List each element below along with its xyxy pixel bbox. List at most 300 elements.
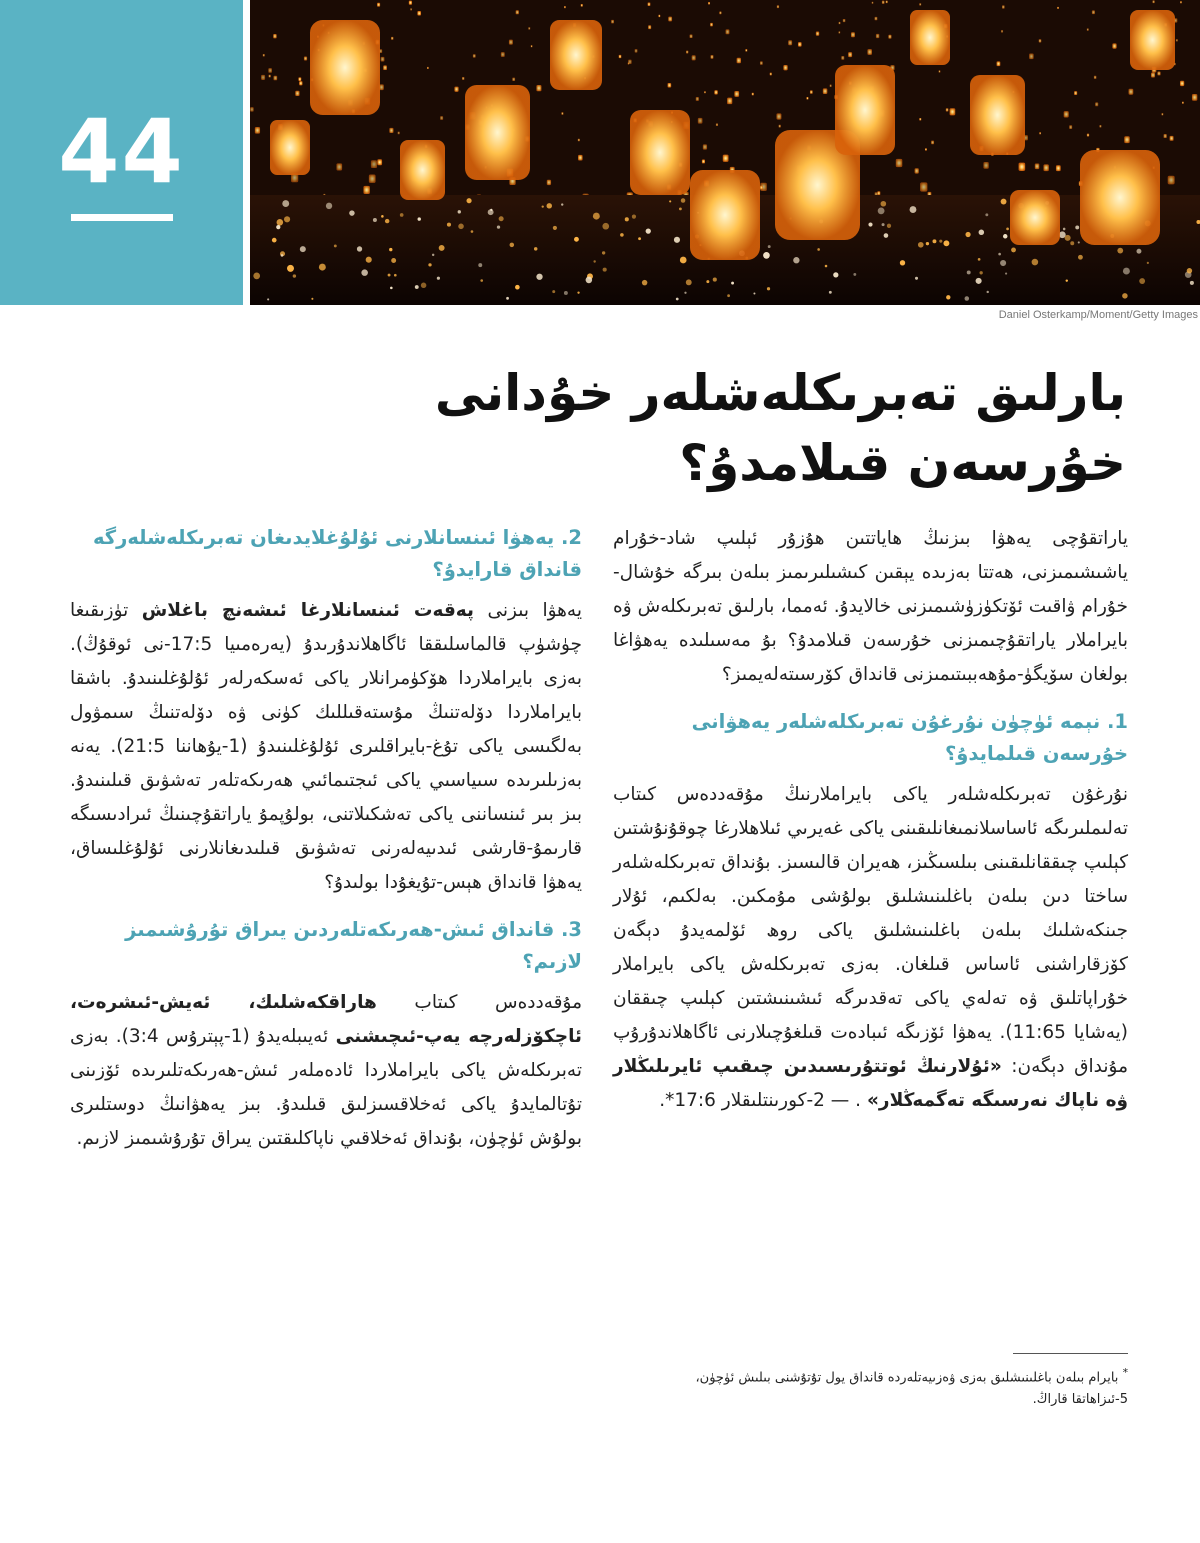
crowd-light — [939, 240, 942, 243]
sky-lanterns-photo — [250, 0, 1200, 305]
crowd-light — [965, 232, 970, 237]
distant-lantern — [696, 97, 699, 101]
distant-lantern — [1001, 30, 1003, 33]
foreground-lantern — [835, 65, 895, 155]
distant-lantern — [635, 49, 638, 52]
crowd-light — [458, 224, 464, 230]
crowd-light — [272, 238, 277, 243]
crowd-light — [564, 291, 568, 295]
foreground-lantern — [465, 85, 530, 180]
crowd-light — [361, 269, 368, 276]
crowd-light — [506, 297, 509, 300]
question-3-heading: 3. قانداق ئىش-ھەرىكەتلەردىن يىراق تۇرۇشىمىز لازىم؟ — [125, 918, 582, 973]
crowd-light — [793, 257, 799, 263]
crowd-light — [674, 237, 680, 243]
crowd-light — [767, 287, 770, 290]
distant-lantern — [440, 116, 443, 120]
answer-3-text: ئەيىبلەيدۇ (1-پېترۇس 3:4). بەزى تەبرىكلەش ياكى بايراملاردا ئادەملەر ئىش-ھەرىكەتلىرىدە ئۆزىنى تۇتالمايدۇ ياكى ئەخلاقسىزلىق قىلىدۇ. بىز يەھۋانىڭ دوستلىرى بولۇش ئۈچۈن، بۇنداق ئەخلاقىي ناپاكلىقتىن يىراق تۇرۇشىمىز لازىم. — [70, 1026, 582, 1149]
crowd-light — [1123, 268, 1130, 275]
crowd-light — [620, 233, 624, 237]
crowd-light — [602, 251, 605, 254]
distant-lantern — [783, 65, 787, 70]
distant-lantern — [561, 112, 563, 114]
distant-lantern — [377, 3, 380, 7]
crowd-light — [373, 218, 377, 222]
crowd-light — [471, 230, 474, 233]
crowd-light — [311, 298, 313, 300]
distant-lantern — [295, 91, 299, 96]
crowd-light — [768, 245, 771, 248]
distant-lantern — [719, 11, 721, 14]
crowd-light — [421, 283, 427, 289]
answer-2-text: تۈزىقىغا چۈشۈپ قالماسلىققا ئاگاھلاندۇرىدۇ (يەرەمىيا 17:5-نى ئوقۇڭ). بەزى بايراملاردا ھۆكۈمرانلار ياكى ئەسكەرلەر ئۇلۇغلىنىدۇ. باشقا بايراملاردا دۆلەتنىڭ مۇستەقىللىك كۈنى ۋە دۆلەتنىڭ سىمۋول بەلگىسى ياكى تۇغ-بايراقلىرى ئۇلۇغلىنىدۇ (1-يۇھاننا 21:5). يەنە بەزىلىرىدە سىياسىي ياكى ئىجتىمائىي ھەرىكەتلەر تەشۋىق قىلىنىدۇ. بىز بىر ئىنساننى ياكى تەشكىلاتنى، بولۇپمۇ ياراتقۇچىنىڭ ئىرادىسىگە قارىمۇ-قارشى ئىدىيەلەرنى تەشۋىق قىلىدىغانلارنى ئۇلۇغلىساق، يەھۋا قانداق ھېس-تۇيغۇدا بولىدۇ؟ — [70, 600, 582, 893]
crowd-light — [593, 213, 600, 220]
distant-lantern — [839, 22, 841, 24]
distant-lantern — [250, 107, 254, 111]
distant-lantern — [931, 141, 934, 145]
distant-lantern — [886, 1, 888, 3]
crowd-light — [684, 292, 686, 294]
distant-lantern — [872, 2, 874, 4]
distant-lantern — [788, 40, 792, 45]
crowd-light — [979, 230, 985, 236]
right-column — [613, 522, 1128, 1132]
crowd-light — [388, 274, 391, 277]
distant-lantern — [528, 27, 530, 29]
distant-lantern — [391, 37, 393, 40]
distant-lantern — [760, 186, 763, 190]
crowd-light — [915, 277, 918, 280]
intro-paragraph: ياراتقۇچى يەھۋا بىزنىڭ ھاياتتىن ھۇزۇر ئېلىپ شاد-خۇرام ياشىشىمىزنى، ھەتتا بەزىدە يېقىن كىشىلىرىمىز بىلەن بىرگە خۇشال-خۇرام ۋاقىت ئۆتكۈزۈشىمىزنى خالايدۇ. ئەمما، بارلىق تەبرىكلەش ۋە بايراملار ياراتقۇچىمىزنى خۇرسەن قىلامدۇ؟ بۇ مەسىلىدە يەھۋاغا بولغان سۆيگۈ-مۇھەببىتىمىزنى قانداق كۆرسىتەلەيمىز؟ — [613, 528, 1128, 685]
crowd-light — [731, 282, 734, 285]
crowd-light — [910, 206, 917, 213]
distant-lantern — [255, 127, 260, 134]
distant-lantern — [925, 148, 927, 150]
crowd-light — [428, 263, 431, 266]
crowd-light — [281, 254, 284, 257]
distant-lantern — [371, 160, 377, 168]
distant-lantern — [1056, 165, 1061, 171]
crowd-light — [1003, 234, 1007, 238]
distant-lantern — [536, 85, 541, 91]
distant-lantern — [516, 10, 519, 14]
answer-1-quote: «ئۇلارنىڭ ئوتتۇرىسىدىن چىقىپ ئايرىلىڭلار ۋە ناپاك نەرسىگە تەگمەڭلار» — [613, 1056, 1128, 1111]
distant-lantern — [726, 29, 730, 34]
distant-lantern — [1094, 76, 1096, 79]
crowd-light — [1006, 227, 1009, 230]
distant-lantern — [1057, 7, 1059, 9]
crowd-light — [681, 198, 686, 203]
crowd-light — [536, 274, 542, 280]
distant-lantern — [1152, 0, 1154, 3]
distant-lantern — [454, 87, 458, 92]
crowd-light — [458, 210, 461, 213]
crowd-light — [300, 246, 306, 252]
distant-lantern — [823, 88, 828, 94]
crowd-light — [943, 240, 949, 246]
distant-lantern — [877, 191, 880, 195]
crowd-light — [478, 263, 482, 267]
crowd-light — [326, 203, 332, 209]
distant-lantern — [946, 108, 949, 111]
answer-2-lead: يەھۋا بىزنى — [487, 600, 582, 621]
crowd-light — [868, 223, 872, 227]
crowd-light — [276, 225, 280, 229]
crowd-light — [825, 265, 828, 268]
crowd-light — [638, 237, 641, 240]
crowd-light — [534, 247, 537, 250]
title-line-1: بارلىق تەبرىكلەشلەر خۇدانى — [434, 364, 1126, 422]
crowd-light — [389, 248, 392, 251]
distant-lantern — [389, 128, 393, 133]
distant-lantern — [714, 90, 717, 94]
crowd-light — [515, 285, 520, 290]
crowd-light — [574, 237, 579, 242]
foreground-lantern — [690, 170, 760, 260]
crowd-light — [632, 215, 636, 219]
crowd-light — [1063, 228, 1066, 231]
crowd-light — [394, 274, 397, 277]
distant-lantern — [1019, 163, 1026, 171]
crowd-light — [979, 271, 982, 274]
crowd-light — [391, 258, 396, 263]
distant-lantern — [760, 61, 763, 64]
distant-lantern — [531, 45, 533, 47]
distant-lantern — [269, 75, 271, 78]
crowd-light — [985, 213, 988, 216]
crowd-light — [1011, 248, 1016, 253]
distant-lantern — [336, 163, 342, 170]
distant-lantern — [896, 159, 903, 167]
distant-lantern — [851, 32, 855, 37]
crowd-light — [586, 277, 593, 284]
crowd-light — [385, 219, 389, 223]
distant-lantern — [1182, 102, 1184, 104]
distant-lantern — [462, 77, 464, 80]
crowd-light — [547, 203, 552, 208]
distant-lantern — [848, 52, 852, 57]
distant-lantern — [427, 67, 429, 69]
answer-3-lead: مۇقەددەس كىتاب — [414, 992, 582, 1013]
answer-1-reference: . — 2-كورىنتلىقلار 17:6*. — [659, 1090, 862, 1111]
crowd-light — [646, 228, 651, 233]
distant-lantern — [779, 125, 781, 128]
distant-lantern — [668, 83, 672, 88]
distant-lantern — [839, 31, 841, 33]
distant-lantern — [710, 23, 713, 26]
distant-lantern — [888, 35, 891, 39]
distant-lantern — [882, 1, 885, 4]
distant-lantern — [377, 159, 382, 165]
distant-lantern — [628, 60, 632, 64]
distant-lantern — [734, 91, 739, 97]
crowd-light — [1066, 279, 1068, 281]
crowd-light — [439, 245, 445, 251]
distant-lantern — [920, 182, 927, 191]
distant-lantern — [1170, 136, 1174, 141]
distant-lantern — [716, 123, 718, 126]
distant-lantern — [698, 118, 703, 124]
crowd-light — [1001, 199, 1007, 205]
question-2-heading: 2. يەھۋا ئىنسانلارنى ئۇلۇغلايدىغان تەبرىكلەشلەرگە قانداق قارايدۇ؟ — [92, 526, 582, 581]
crowd-light — [853, 273, 856, 276]
distant-lantern — [806, 97, 808, 99]
foreground-lantern — [310, 20, 380, 115]
distant-lantern — [1035, 163, 1039, 169]
crowd-light — [603, 268, 607, 272]
crowd-light — [642, 280, 647, 285]
distant-lantern — [473, 54, 476, 57]
distant-lantern — [1124, 136, 1129, 143]
distant-lantern — [578, 139, 580, 142]
crowd-light — [727, 294, 730, 297]
chapter-number-box — [0, 0, 243, 305]
crowd-light — [447, 223, 451, 227]
distant-lantern — [1168, 176, 1175, 185]
distant-lantern — [369, 175, 376, 183]
crowd-light — [878, 207, 885, 214]
left-column — [70, 522, 582, 1170]
foreground-lantern — [630, 110, 690, 195]
distant-lantern — [1074, 91, 1077, 95]
footnote-line-2: 5-ئىزاھاتقا قاراڭ. — [1032, 1392, 1128, 1408]
distant-lantern — [1043, 164, 1048, 171]
crowd-light — [1136, 249, 1141, 254]
crowd-light — [1147, 262, 1149, 264]
crowd-light — [497, 225, 500, 228]
question-1-heading: 1. نېمە ئۈچۈن نۇرغۇن تەبرىكلەشلەر يەھۋانى خۇرسەن قىلمايدۇ؟ — [691, 710, 1128, 765]
distant-lantern — [1099, 125, 1101, 127]
distant-lantern — [875, 17, 878, 20]
distant-lantern — [363, 186, 369, 194]
answer-3-emphasis: ھاراقكەشلىك، ئەيش-ئىشرەت، ئاچكۆزلەرچە يەپ-ئىچىشنى — [70, 992, 582, 1047]
distant-lantern — [501, 52, 505, 57]
crowd-light — [437, 277, 440, 280]
distant-lantern — [1064, 111, 1069, 117]
footnote-line-1 — [613, 1362, 1128, 1389]
crowd-light — [918, 242, 924, 248]
crowd-light — [1117, 248, 1123, 254]
distant-lantern — [1192, 94, 1197, 101]
distant-lantern — [581, 4, 583, 7]
crowd-light — [884, 233, 889, 238]
crowd-light — [284, 216, 290, 222]
crowd-light — [400, 213, 404, 217]
distant-lantern — [509, 40, 513, 45]
crowd-light — [887, 224, 891, 228]
crowd-light — [713, 278, 717, 282]
foreground-lantern — [970, 75, 1025, 155]
distant-lantern — [261, 75, 265, 80]
foreground-lantern — [910, 10, 950, 65]
crowd-light — [366, 257, 372, 263]
answer-1-text: نۇرغۇن تەبرىكلەشلەر ياكى بايراملارنىڭ مۇقەددەس كىتاب تەلىملىرىگە ئاساسلانمىغانلىقىنى ياكى غەيرىي ئىلاھلارغا چوقۇنۇشتىن كېلىپ چىققانلىقىنى بىلسىڭىز، ھەيران قالىسىز. بۇنداق تەبرىكلەشلەر ساختا دىن بىلەن باغلىنىشلىق بولۇشى مۇمكىن. بەلكىم، ئۇلار جىنكەشلىك بىلەن باغلىنىشلىق ياكى روھ ئۆلمەيدۇ دېگەن كۆزقاراشنى ئاساس قىلغان. بەزى تەبرىكلەش ياكى بايراملار خۇراپاتلىق ۋە تەلەي ياكى تەقدىرگە ئىشىنىشتىن كېلىپ چىققان (يەشايا 11:65). يەھۋا ئۆزىگە ئىبادەت قىلغۇچىلارنى ئاگاھلاندۇرۇپ مۇنداق دېگەن: — [613, 784, 1128, 1077]
crowd-light — [881, 201, 887, 207]
distant-lantern — [564, 6, 566, 8]
crowd-light — [432, 254, 434, 256]
distant-lantern — [299, 81, 302, 85]
foreground-lantern — [1010, 190, 1060, 245]
crowd-light — [349, 210, 354, 215]
crowd-light — [998, 253, 1001, 256]
crowd-light — [926, 242, 929, 245]
crowd-light — [1078, 255, 1083, 260]
distant-lantern — [263, 54, 265, 56]
crowd-light — [946, 295, 950, 299]
crowd-light — [553, 226, 557, 230]
distant-lantern — [777, 5, 779, 8]
distant-lantern — [816, 32, 819, 36]
distant-lantern — [1112, 43, 1116, 48]
crowd-light — [1190, 281, 1194, 285]
crowd-light — [602, 223, 609, 230]
distant-lantern — [1092, 10, 1095, 14]
distant-lantern — [1180, 81, 1184, 86]
distant-lantern — [686, 51, 688, 54]
chapter-number-underline — [71, 214, 173, 221]
distant-lantern — [876, 34, 879, 38]
distant-lantern — [409, 1, 412, 5]
crowd-light — [1078, 241, 1080, 243]
crowd-light — [817, 248, 820, 251]
answer-3-paragraph — [70, 986, 582, 1156]
distant-lantern — [776, 113, 781, 119]
distant-lantern — [619, 55, 622, 58]
distant-lantern — [752, 93, 754, 96]
crowd-light — [466, 198, 471, 203]
crowd-light — [763, 252, 770, 259]
distant-lantern — [648, 3, 651, 6]
page-title — [226, 358, 1126, 498]
distant-lantern — [1176, 39, 1178, 41]
crowd-light — [415, 285, 419, 289]
crowd-light — [900, 260, 905, 265]
crowd-light — [390, 287, 393, 290]
distant-lantern — [611, 20, 614, 24]
foreground-lantern — [1080, 150, 1160, 245]
crowd-light — [1005, 272, 1007, 274]
distant-lantern — [304, 56, 307, 60]
distant-lantern — [1087, 134, 1089, 137]
distant-lantern — [702, 160, 705, 164]
distant-lantern — [512, 78, 515, 81]
crowd-light — [334, 244, 337, 247]
distant-lantern — [919, 118, 921, 121]
distant-lantern — [727, 98, 732, 104]
crowd-light — [833, 272, 838, 277]
crowd-light — [488, 209, 494, 215]
crowd-light — [706, 280, 709, 283]
answer-1-paragraph — [613, 778, 1128, 1118]
answer-2-paragraph — [70, 594, 582, 900]
distant-lantern — [1002, 5, 1005, 8]
distant-lantern — [383, 65, 387, 70]
distant-lantern — [704, 91, 706, 93]
crowd-light — [753, 293, 755, 295]
crowd-light — [357, 246, 362, 251]
distant-lantern — [690, 34, 693, 38]
crowd-light — [967, 270, 971, 274]
distant-lantern — [939, 70, 941, 72]
distant-lantern — [843, 19, 846, 22]
crowd-light — [1070, 241, 1074, 245]
distant-lantern — [1164, 134, 1167, 138]
crowd-light — [987, 291, 989, 293]
distant-lantern — [708, 2, 710, 4]
crowd-light — [381, 215, 384, 218]
distant-lantern — [1129, 89, 1134, 95]
crowd-light — [1139, 278, 1145, 284]
foreground-lantern — [550, 20, 602, 90]
crowd-light — [625, 217, 629, 221]
distant-lantern — [1069, 125, 1072, 129]
crowd-light — [277, 219, 284, 226]
crowd-light — [1032, 259, 1039, 266]
distant-lantern — [268, 68, 272, 73]
distant-lantern — [950, 108, 956, 115]
distant-lantern — [745, 49, 747, 51]
crowd-light — [978, 258, 981, 261]
distant-lantern — [1087, 28, 1089, 30]
footnote — [613, 1362, 1128, 1411]
crowd-light — [319, 264, 326, 271]
foreground-lantern — [270, 120, 310, 175]
lanterns-illustration — [250, 0, 1200, 305]
distant-lantern — [1029, 54, 1034, 60]
crowd-light — [676, 298, 679, 301]
distant-lantern — [1162, 113, 1164, 115]
crowd-light — [577, 292, 579, 294]
crowd-light — [552, 290, 555, 293]
distant-lantern — [578, 155, 583, 161]
distant-lantern — [668, 17, 672, 22]
distant-lantern — [867, 49, 872, 55]
distant-lantern — [770, 73, 772, 76]
distant-lantern — [1151, 72, 1155, 77]
crowd-light — [542, 205, 544, 207]
crowd-light — [287, 265, 294, 272]
footnote-text-1: بايرام بىلەن باغلىنىشلىق بەزى ۋەزىيەتلەردە قانداق يول تۇتۇشنى بىلىش ئۈچۈن، — [695, 1370, 1119, 1386]
crowd-light — [679, 207, 682, 210]
crowd-light — [282, 200, 289, 207]
distant-lantern — [997, 61, 1001, 66]
footnote-marker: * — [1122, 1366, 1128, 1379]
crowd-light — [965, 296, 970, 301]
crowd-light — [293, 274, 296, 277]
distant-lantern — [983, 162, 988, 169]
distant-lantern — [1039, 132, 1041, 134]
distant-lantern — [830, 85, 832, 87]
distant-lantern — [737, 58, 741, 63]
distant-lantern — [658, 15, 660, 17]
crowd-light — [882, 223, 885, 226]
distant-lantern — [703, 144, 707, 149]
crowd-light — [253, 272, 260, 279]
crowd-light — [976, 278, 982, 284]
answer-2-emphasis: پەقەت ئىنسانلارغا ئىشەنچ باغلاش — [141, 600, 474, 621]
crowd-light — [510, 243, 515, 248]
crowd-light — [1075, 225, 1079, 229]
crowd-light — [829, 291, 832, 294]
distant-lantern — [273, 34, 276, 38]
crowd-light — [680, 257, 687, 264]
distant-lantern — [547, 180, 551, 185]
distant-lantern — [798, 42, 802, 47]
header-band — [0, 0, 1200, 305]
distant-lantern — [381, 57, 385, 62]
distant-lantern — [723, 155, 729, 162]
distant-lantern — [1180, 1, 1182, 3]
